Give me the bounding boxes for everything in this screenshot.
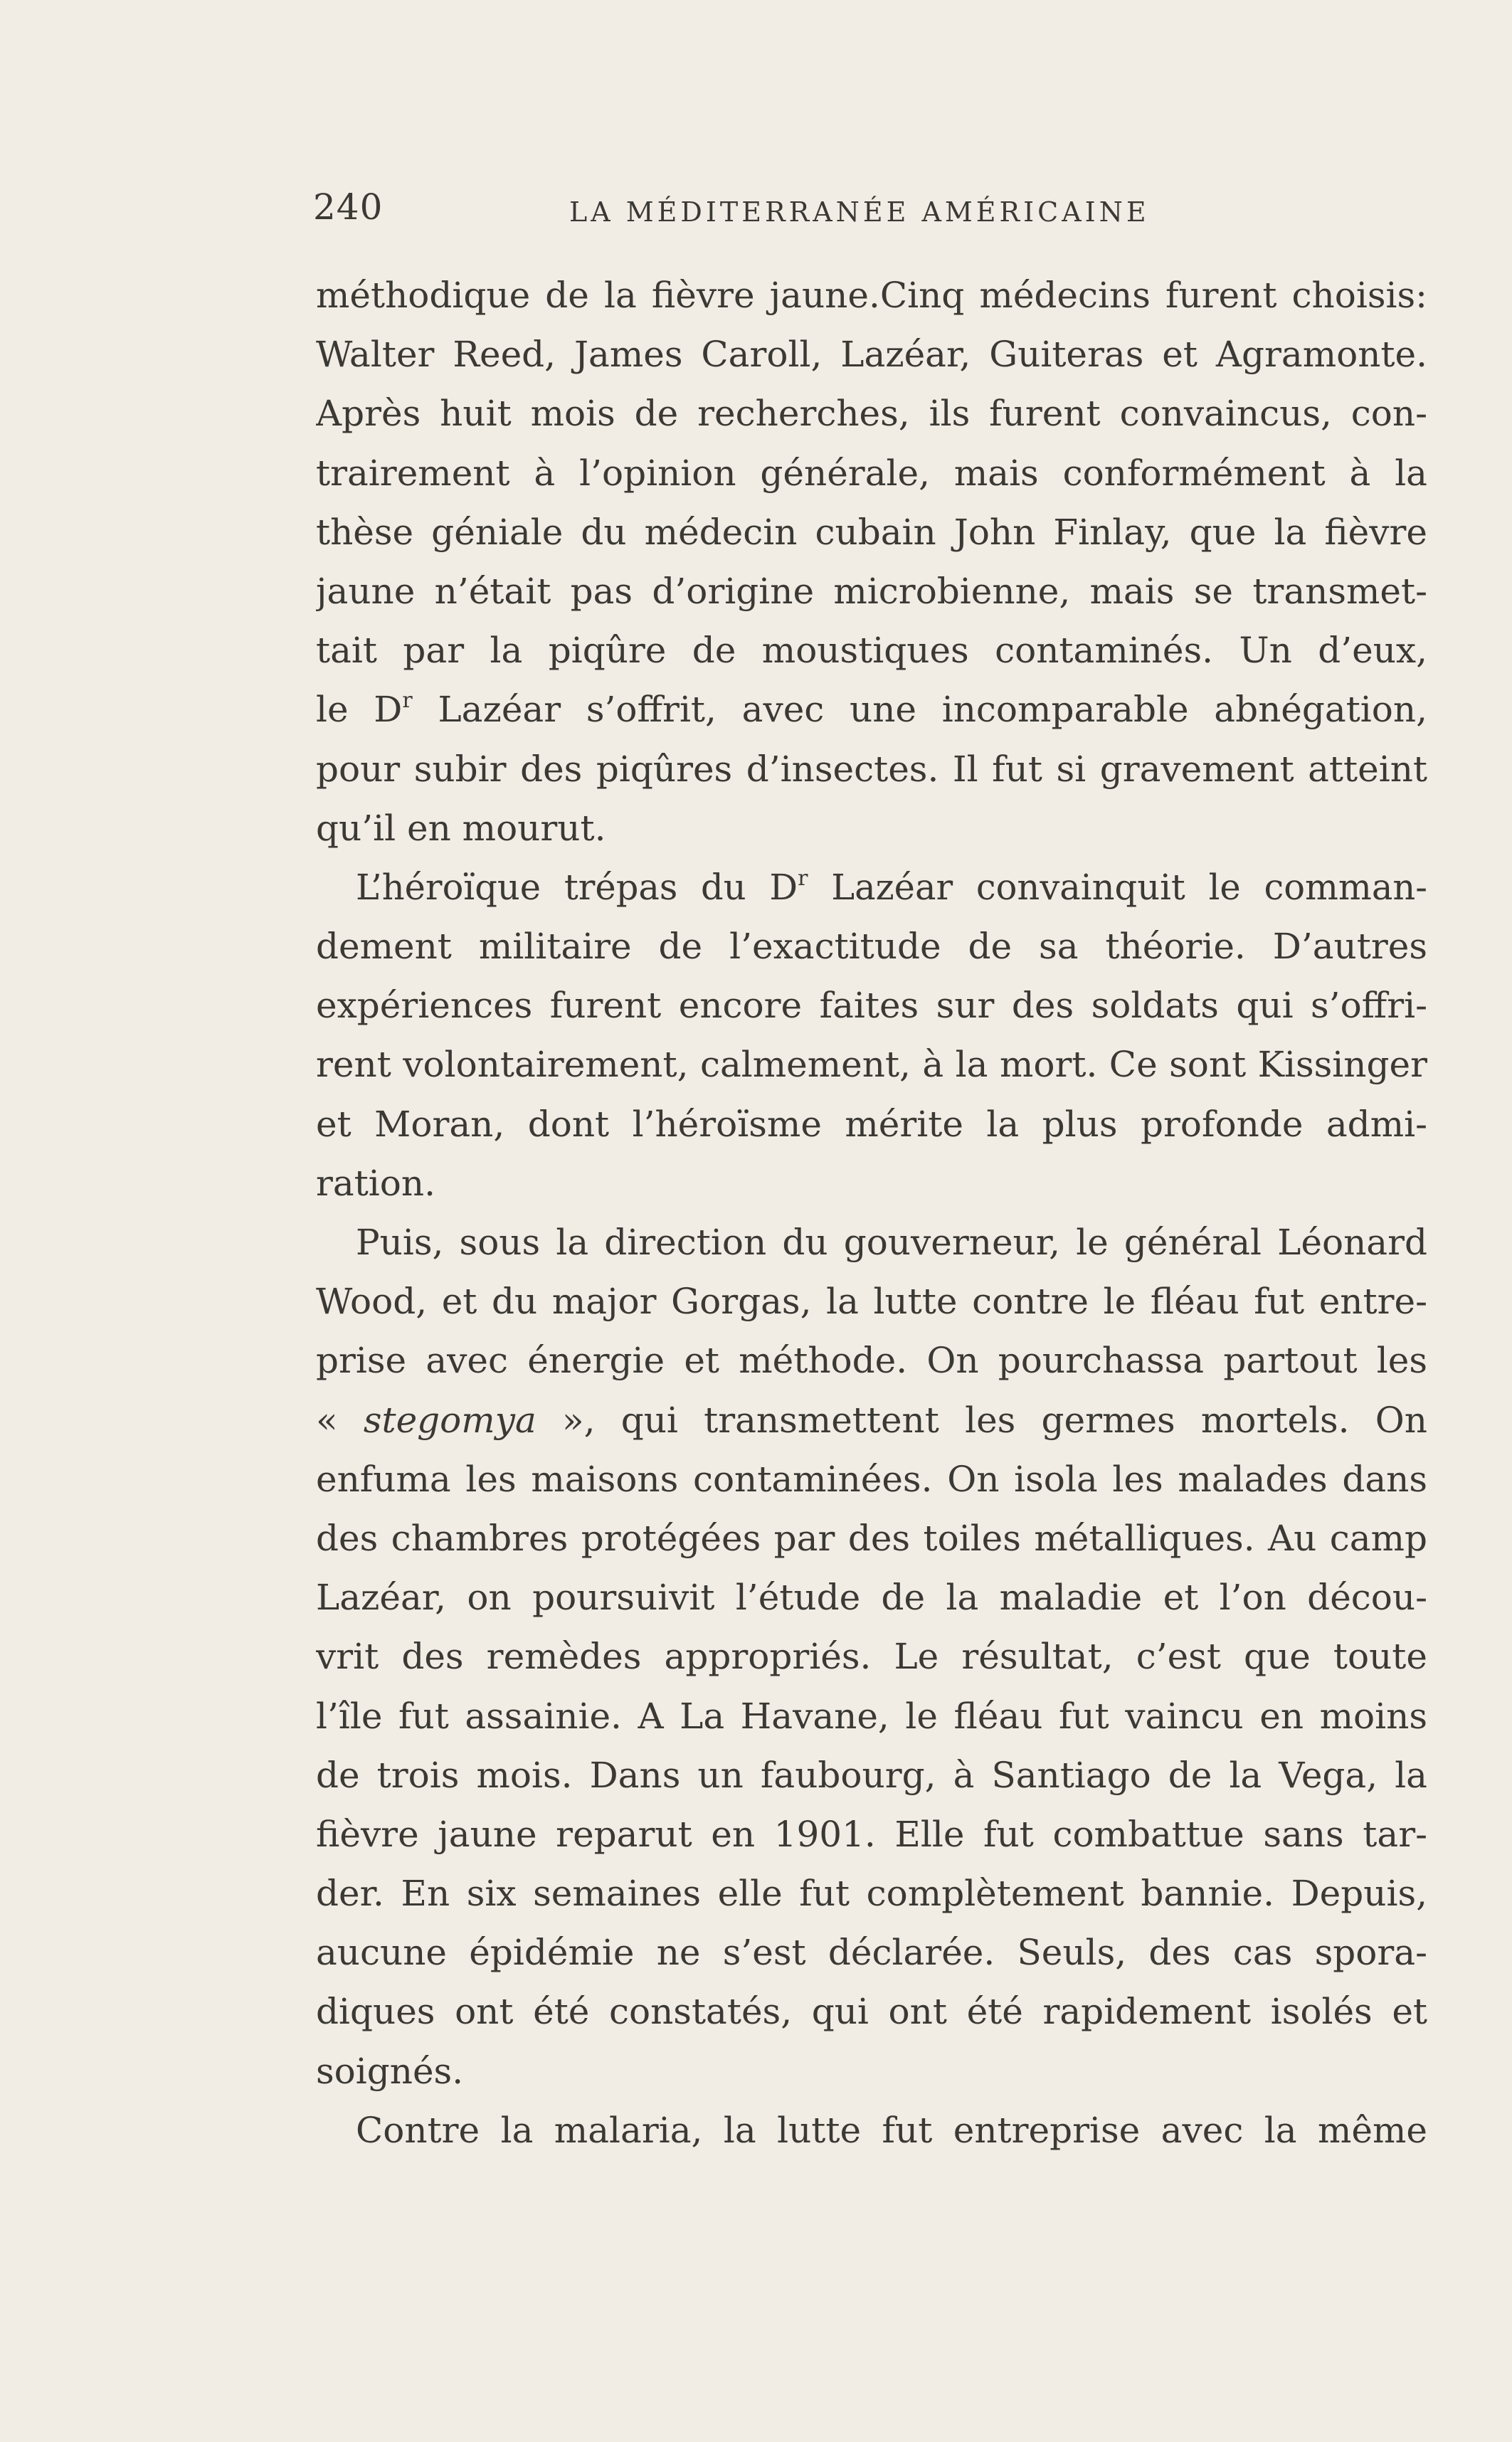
text-line: tait par la piqûre de moustiques contaminés. Un d’eux, bbox=[316, 630, 1427, 672]
text-line: prise avec énergie et méthode. On pourchassa partout les bbox=[316, 1340, 1427, 1382]
text-line: de trois mois. Dans un faubourg, à Santiago de la Vega, la bbox=[316, 1754, 1427, 1796]
text-line: enfuma les maisons contaminées. On isola les malades dans bbox=[316, 1458, 1427, 1500]
text-line: « stegomya », qui transmettent les germes mortels. On bbox=[316, 1399, 1427, 1441]
text-line: le $D^r$ Lazéar s’offrit, avec une incomparable abnégation, bbox=[316, 688, 1427, 731]
text-line: L’héroïque trépas du $D^r$ Lazéar convainquit le comman- bbox=[356, 865, 1427, 908]
text-line: dement militaire de l’exactitude de sa théorie. D’autres bbox=[316, 926, 1427, 968]
text-line: vrit des remèdes appropriés. Le résultat, c’est que toute bbox=[316, 1636, 1427, 1678]
text-line: pour subir des piqûres d’insectes. Il fut si gravement atteint bbox=[316, 748, 1427, 790]
text-line: méthodique de la fièvre jaune.Cinq médecins furent choisis: bbox=[316, 275, 1427, 316]
text-line: thèse géniale du médecin cubain John Finlay, que la fièvre bbox=[316, 511, 1427, 553]
superscript: r bbox=[402, 688, 413, 714]
text-line: Wood, et du major Gorgas, la lutte contre le fléau fut entre- bbox=[316, 1281, 1427, 1323]
text-line: trairement à l’opinion générale, mais conformément à la bbox=[316, 452, 1427, 494]
text-line: rent volontairement, calmement, à la mort. Ce sont Kissinger bbox=[316, 1044, 1427, 1086]
text-line: fièvre jaune reparut en 1901. Elle fut combattue sans tar- bbox=[316, 1813, 1427, 1855]
text-line: Contre la malaria, la lutte fut entreprise avec la même bbox=[356, 2109, 1427, 2151]
text-line: des chambres protégées par des toiles métalliques. Au camp bbox=[316, 1517, 1427, 1559]
text-line: aucune épidémie ne s’est déclarée. Seuls, des cas spora- bbox=[316, 1932, 1427, 1974]
text-line: et Moran, dont l’héroïsme mérite la plus profonde admi- bbox=[316, 1103, 1427, 1145]
text-line: l’île fut assainie. A La Havane, le fléau fut vaincu en moins bbox=[316, 1695, 1427, 1737]
text-line: qu’il en mourut. bbox=[316, 807, 606, 849]
text-line: ration. bbox=[316, 1162, 435, 1204]
text-line: Walter Reed, James Caroll, Lazéar, Guiteras et Agramonte. bbox=[316, 334, 1427, 376]
text-line: Puis, sous la direction du gouverneur, le général Léonard bbox=[356, 1222, 1427, 1263]
text-line: diques ont été constatés, qui ont été rapidement isolés et bbox=[316, 1991, 1427, 2033]
page-header bbox=[313, 186, 1430, 243]
superscript: r bbox=[798, 865, 808, 891]
text-line: der. En six semaines elle fut complètement bannie. Depuis, bbox=[316, 1873, 1427, 1915]
text-line: expériences furent encore faites sur des soldats qui s’offri- bbox=[316, 985, 1427, 1027]
running-title: LA MÉDITERRANÉE AMÉRICAINE bbox=[569, 196, 1150, 228]
page-number: 240 bbox=[313, 186, 384, 228]
text-line: Après huit mois de recherches, ils furent convaincus, con- bbox=[316, 393, 1427, 435]
italic-term: stegomya bbox=[363, 1399, 536, 1441]
body-text bbox=[316, 266, 1427, 2160]
text-line: jaune n’était pas d’origine microbienne, mais se transmet- bbox=[316, 570, 1427, 612]
text-line: Lazéar, on poursuivit l’étude de la maladie et l’on décou- bbox=[316, 1577, 1427, 1619]
text-line: soignés. bbox=[316, 2050, 464, 2092]
